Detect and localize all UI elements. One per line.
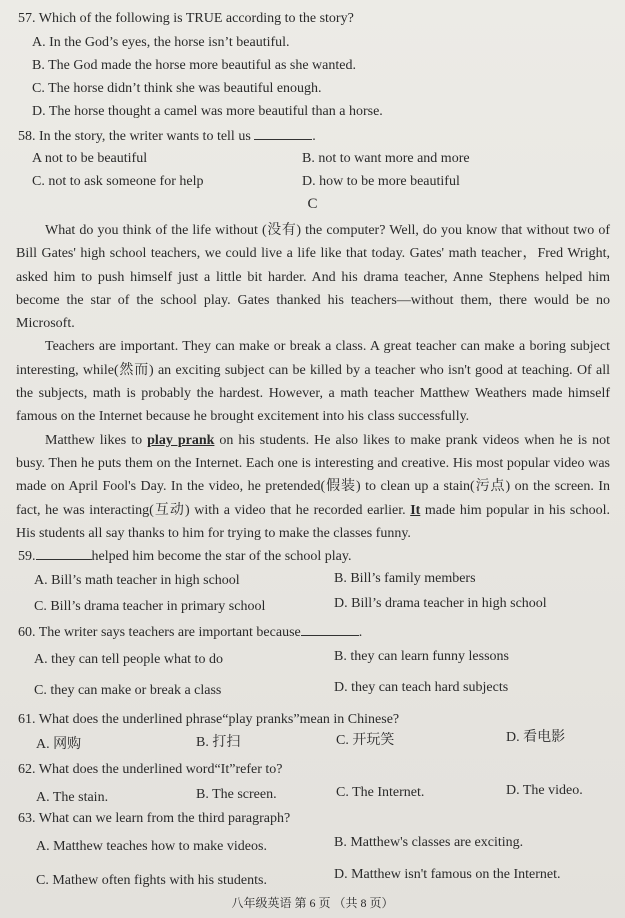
- question-61-option-b: B. 打扫: [196, 735, 241, 750]
- question-58-stem: 58. In the story, the writer wants to tell us .: [18, 129, 316, 144]
- underlined-phrase: play prank: [147, 432, 215, 448]
- question-61-option-a: A. 网购: [36, 737, 82, 752]
- passage-paragraph-3: Matthew likes to play prank on his students. He also likes to make prank videos when he is not busy. Then he puts them on the Internet. Each one is interesting and creative. His most popular video was made on April Fool's Day. In the video, he pretended(假装) to clean up a stain(污点) on the screen. In fact, he was interacting(互动) with a video that he recorded earlier. It made him popular in his school. His students all say thanks to him for trying to make the classes funny.: [16, 432, 610, 541]
- question-57-option-b: B. The God made the horse more beautiful as she wanted.: [32, 58, 356, 73]
- section-heading: C: [307, 196, 318, 212]
- answer-blank: [301, 623, 359, 636]
- question-59-option-c: C. Bill’s drama teacher in primary school: [34, 599, 266, 614]
- passage-paragraph-2: Teachers are important. They can make or break a class. A great teacher can make a boring subject interesting, while(然而) an exciting subject can be killed by a teacher who isn't good at teaching. Of all the subjects, math is probably the hardest. However, a math teacher Matthew Weathers made himself famous on the Internet because he brought excitement into his class successfully.: [16, 339, 610, 425]
- question-58-option-c: C. not to ask someone for help: [32, 174, 204, 189]
- question-63-option-b: B. Matthew's classes are exciting.: [334, 835, 524, 850]
- passage-paragraph-1: What do you think of the life without (没有) the computer? Well, do you know that without two of Bill Gates' high school teachers, we could live a life like that today. Gates' math teacher，Fred Wright, asked him to push himself just a little bit harder. And his drama teacher, Anne Stephens helped him become the star of the school play. Gates thanked his teachers—without them, there would be no Microsoft.: [16, 223, 610, 332]
- question-62-option-d: D. The video.: [506, 783, 583, 798]
- answer-blank: [36, 547, 92, 560]
- question-60-stem: 60. The writer says teachers are important because .: [18, 625, 363, 640]
- question-57-option-d: D. The horse thought a camel was more beautiful than a horse.: [32, 104, 383, 119]
- answer-blank: [254, 127, 312, 140]
- question-59-option-d: D. Bill’s drama teacher in high school: [334, 596, 547, 611]
- underlined-word: It: [410, 502, 421, 518]
- reading-passage: [16, 219, 610, 545]
- question-62-option-c: C. The Internet.: [336, 785, 425, 800]
- question-58-option-a: A not to be beautiful: [32, 151, 148, 166]
- question-62-option-b: B. The screen.: [196, 787, 277, 802]
- question-63-option-a: A. Matthew teaches how to make videos.: [36, 839, 267, 854]
- question-60-option-b: B. they can learn funny lessons: [334, 649, 509, 664]
- question-59-option-b: B. Bill’s family members: [334, 571, 476, 586]
- question-63-option-d: D. Matthew isn't famous on the Internet.: [334, 867, 561, 882]
- question-61-option-c: C. 开玩笑: [336, 733, 395, 748]
- question-57-option-c: C. The horse didn’t think she was beautiful enough.: [32, 81, 322, 96]
- question-63-option-c: C. Mathew often fights with his students.: [36, 873, 267, 888]
- question-58-option-d: D. how to be more beautiful: [302, 174, 460, 189]
- page-footer: 八年级英语 第 6 页 （共 8 页）: [231, 896, 394, 910]
- question-60-option-a: A. they can tell people what to do: [34, 652, 223, 667]
- question-62-option-a: A. The stain.: [36, 790, 109, 805]
- question-61-stem: 61. What does the underlined phrase“play pranks”mean in Chinese?: [18, 712, 400, 727]
- question-61-option-d: D. 看电影: [506, 730, 566, 745]
- question-63-stem: 63. What can we learn from the third paragraph?: [18, 811, 291, 826]
- question-57-stem: 57. Which of the following is TRUE according to the story?: [18, 11, 354, 26]
- question-59-stem: 59. helped him become the star of the school play.: [18, 549, 352, 564]
- question-62-stem: 62. What does the underlined word“It”refer to?: [18, 762, 283, 777]
- question-59-option-a: A. Bill’s math teacher in high school: [34, 573, 240, 588]
- question-60-option-c: C. they can make or break a class: [34, 683, 222, 698]
- question-60-option-d: D. they can teach hard subjects: [334, 680, 509, 695]
- question-57-option-a: A. In the God’s eyes, the horse isn’t beautiful.: [32, 35, 290, 50]
- question-58-option-b: B. not to want more and more: [302, 151, 470, 166]
